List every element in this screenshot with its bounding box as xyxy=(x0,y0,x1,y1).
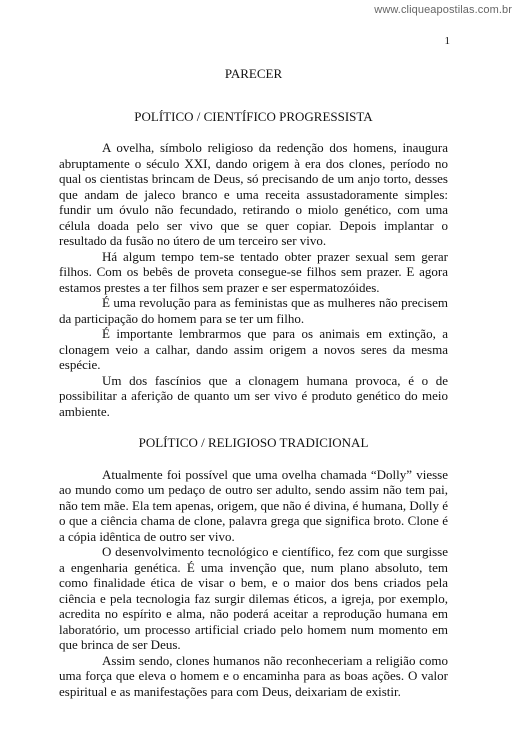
paragraph: Atualmente foi possível que uma ovelha chamada “Dolly” viesse ao mundo como um pedaço de outro ser adulto, sendo assim não tem pai, não tem mãe. Ela tem apenas, origem, que não é divina, é humana, Dolly é o que a ciência chama de clone, palavra grega que significa broto. Clone é a cópia idêntica de outro ser vivo. xyxy=(59,466,448,544)
paragraph: Um dos fascínios que a clonagem humana provoca, é o de possibilitar a aferição de quanto um ser vivo é produto genético do meio ambiente. xyxy=(59,372,448,419)
paragraph: Há algum tempo tem-se tentado obter prazer sexual sem gerar filhos. Com os bebês de proveta consegue-se filhos sem prazer. E agora estamos prestes a ter filhos sem prazer e ser espermatozóides. xyxy=(59,248,448,295)
document-body xyxy=(59,66,448,699)
paragraph: O desenvolvimento tecnológico e científico, fez com que surgisse a engenharia genética. É uma invenção que, num plano absoluto, tem como finalidade ética de visar o bem, e o maior dos bens criados pela ciência e pela tecnologia faz surgir dilemas éticos, a igreja, por exemplo, acredita no espírito e alma, não poderá aceitar a reprodução humana em laboratório, um processo artificial criado pelo homem num momento em que brinca de ser Deus. xyxy=(59,544,448,652)
section-traditional xyxy=(59,435,448,699)
section-heading: POLÍTICO / CIENTÍFICO PROGRESSISTA xyxy=(134,108,373,124)
section-progressive xyxy=(59,109,448,420)
site-watermark: www.cliqueapostilas.com.br xyxy=(374,4,512,16)
page-number: 1 xyxy=(444,35,450,47)
paragraph: Assim sendo, clones humanos não reconheceriam a religião como uma força que eleva o homem e o encaminha para as boas ações. O valor espiritual e as manifestações para com Deus, deixariam de existir. xyxy=(59,652,448,699)
paragraph: É uma revolução para as feministas que as mulheres não precisem da participação do homem para se ter um filho. xyxy=(59,295,448,326)
document-title: PARECER xyxy=(224,66,283,81)
paragraph: A ovelha, símbolo religioso da redenção dos homens, inaugura abruptamente o século XXI, dando origem à era dos clones, período no qual os cientistas brincam de Deus, só precisando de um anjo torto, desses que andam de jaleco branco e uma receita assustadoramente simples: fundir um óvulo não fecundado, retirando o miolo genético, com uma célula doada pelo ser vivo que se quer copiar. Depois implantar o resultado da fusão no útero de um terceiro ser vivo. xyxy=(59,140,448,248)
section-heading: POLÍTICO / RELIGIOSO TRADICIONAL xyxy=(138,435,369,450)
paragraph: É importante lembrarmos que para os animais em extinção, a clonagem veio a calhar, dando assim origem a novos seres da mesma espécie. xyxy=(59,326,448,372)
